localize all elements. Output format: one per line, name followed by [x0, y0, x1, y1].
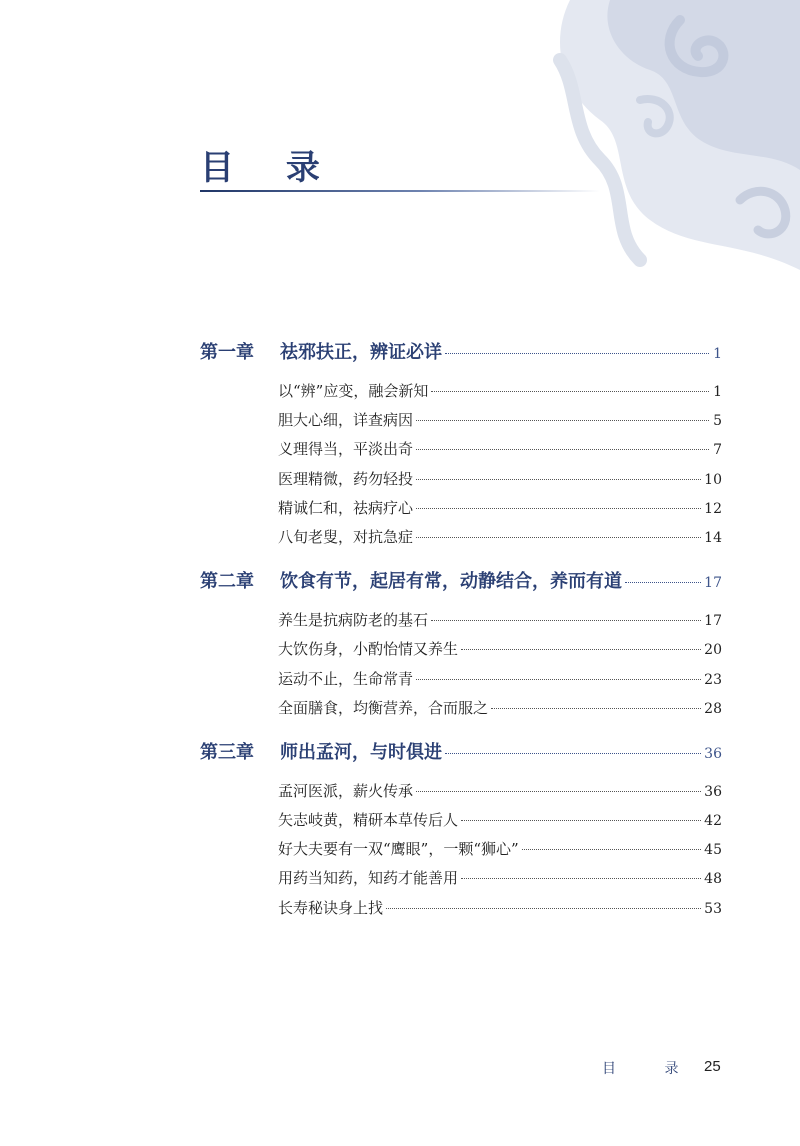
dot-leader: [461, 820, 701, 821]
footer-label: 目 录: [602, 1061, 701, 1077]
chapter-number: 第二章: [200, 571, 254, 593]
chapter-title: 师出孟河，与时俱进: [280, 741, 442, 763]
toc-entry[interactable]: [278, 526, 722, 555]
ornament-decoration: [540, 0, 800, 290]
page-number: 42: [704, 813, 722, 830]
entry-title: 医理精微，药勿轻投: [278, 469, 414, 488]
page-number: 5: [713, 413, 722, 430]
page-number: 45: [704, 842, 722, 859]
entry-title: 长寿秘诀身上找: [278, 898, 384, 917]
page-number: 17: [704, 575, 722, 592]
page-number: 17: [704, 613, 722, 630]
page-number: 36: [704, 745, 722, 762]
toc-entry[interactable]: [278, 668, 722, 697]
page-number: 7: [713, 442, 722, 459]
toc-entry[interactable]: [278, 497, 722, 526]
dot-leader: [431, 391, 709, 392]
page-title: 目 录: [200, 148, 340, 188]
toc-entry[interactable]: [278, 438, 722, 467]
toc-entry[interactable]: [278, 380, 722, 409]
dot-leader: [461, 649, 701, 650]
dot-leader: [416, 420, 709, 421]
entry-title: 矢志岐黄，精研本草传后人: [278, 811, 459, 830]
entry-title: 养生是抗病防老的基石: [278, 611, 429, 630]
page-number: 12: [704, 500, 722, 517]
dot-leader: [416, 679, 701, 680]
page-number: 28: [704, 700, 722, 717]
toc-entry[interactable]: [278, 468, 722, 497]
page-number: 20: [704, 642, 722, 659]
page-number: 1: [713, 384, 722, 400]
dot-leader: [461, 878, 701, 879]
entry-title: 用药当知药，知药才能善用: [278, 869, 459, 888]
chapter-number: 第一章: [200, 342, 254, 363]
dot-leader: [431, 620, 701, 621]
table-of-contents: [200, 338, 722, 938]
footer-page-number: 25: [704, 1058, 721, 1075]
section-list: [278, 380, 722, 555]
page-number: 23: [704, 671, 722, 688]
toc-entry[interactable]: [278, 897, 722, 926]
chapter-title: 祛邪扶正，辨证必详: [280, 342, 442, 363]
page-number: 36: [704, 783, 722, 800]
page-number: 10: [704, 471, 722, 488]
chapter-number: 第三章: [200, 741, 254, 763]
page-number: 14: [704, 529, 722, 546]
dot-leader: [386, 908, 701, 909]
entry-title: 运动不止，生命常青: [278, 669, 414, 688]
entry-title: 全面膳食，均衡营养，合而服之: [278, 698, 489, 717]
chapter-heading[interactable]: [200, 738, 722, 770]
dot-leader: [416, 791, 701, 792]
toc-entry[interactable]: [278, 697, 722, 726]
chapter-heading[interactable]: [200, 567, 722, 599]
page-number: 53: [704, 900, 722, 917]
dot-leader: [416, 537, 701, 538]
page-number: 1: [713, 346, 722, 362]
entry-title: 大饮伤身，小酌怡情又养生: [278, 640, 459, 659]
title-rule: [200, 190, 600, 192]
dot-leader: [491, 708, 701, 709]
entry-title: 八旬老叟，对抗急症: [278, 527, 414, 546]
entry-title: 以“辨”应变，融会新知: [278, 382, 429, 400]
dot-leader: [416, 479, 701, 480]
chapter-heading[interactable]: [200, 338, 722, 370]
entry-title: 孟河医派，薪火传承: [278, 781, 414, 800]
toc-entry[interactable]: [278, 838, 722, 867]
dot-leader: [416, 449, 709, 450]
section-list: [278, 780, 722, 926]
entry-title: 好大夫要有一双“鹰眼”，一颗“狮心”: [278, 840, 519, 859]
toc-entry[interactable]: [278, 409, 722, 438]
dot-leader: [445, 753, 701, 754]
toc-entry[interactable]: [278, 609, 722, 638]
toc-entry[interactable]: [278, 638, 722, 667]
dot-leader: [445, 353, 709, 354]
dot-leader: [522, 849, 701, 850]
toc-entry[interactable]: [278, 867, 722, 896]
page-number: 48: [704, 871, 722, 888]
section-list: [278, 609, 722, 726]
dot-leader: [625, 582, 701, 583]
toc-entry[interactable]: [278, 809, 722, 838]
entry-title: 精诚仁和，祛病疗心: [278, 498, 414, 517]
chapter-title: 饮食有节，起居有常，动静结合，养而有道: [280, 571, 622, 593]
entry-title: 胆大心细，详查病因: [278, 411, 414, 430]
toc-entry[interactable]: [278, 780, 722, 809]
entry-title: 义理得当，平淡出奇: [278, 440, 414, 459]
dot-leader: [416, 508, 701, 509]
